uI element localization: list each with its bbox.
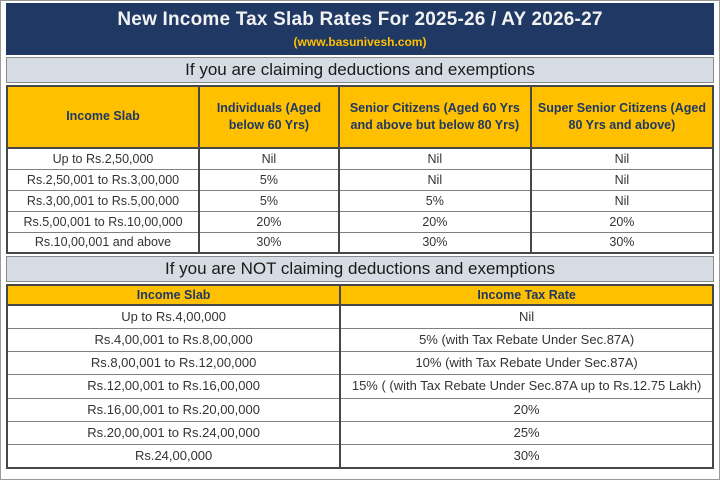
income-slab-cell: Rs.16,00,001 to Rs.20,00,000 — [7, 398, 340, 421]
section-heading-old-regime: If you are claiming deductions and exemptions — [6, 57, 714, 83]
table-row — [7, 329, 713, 352]
income-slab-cell: Rs.24,00,000 — [7, 444, 340, 468]
new-regime-table-body — [7, 305, 713, 468]
tax-rate-cell: 15% ( (with Tax Rebate Under Sec.87A up to Rs.12.75 Lakh) — [340, 375, 713, 398]
tax-rate-cell: 20% — [339, 211, 531, 232]
old-regime-table-header — [7, 86, 713, 148]
table-row — [7, 398, 713, 421]
tax-rate-cell: Nil — [339, 169, 531, 190]
column-header-income-tax-rate: Income Tax Rate — [340, 285, 713, 305]
income-slab-cell: Rs.2,50,001 to Rs.3,00,000 — [7, 169, 199, 190]
tax-rate-cell: Nil — [531, 190, 713, 211]
section-heading-new-regime: If you are NOT claiming deductions and exemptions — [6, 256, 714, 282]
page-title: New Income Tax Slab Rates For 2025-26 / AY 2026-27 — [117, 9, 603, 31]
old-regime-table-body — [7, 148, 713, 253]
column-header-income-slab: Income Slab — [7, 86, 199, 148]
income-slab-cell: Up to Rs.2,50,000 — [7, 148, 199, 169]
tax-rate-cell: 30% — [199, 232, 339, 253]
column-header-income-slab: Income Slab — [7, 285, 340, 305]
tax-rate-cell: Nil — [531, 169, 713, 190]
tax-rate-cell: 30% — [340, 444, 713, 468]
tax-rate-cell: 5% — [199, 169, 339, 190]
title-banner — [6, 3, 714, 55]
tax-rate-cell: Nil — [531, 148, 713, 169]
table-row — [7, 190, 713, 211]
tax-rate-cell: 20% — [531, 211, 713, 232]
income-slab-cell: Rs.5,00,001 to Rs.10,00,000 — [7, 211, 199, 232]
income-slab-cell: Rs.12,00,001 to Rs.16,00,000 — [7, 375, 340, 398]
table-row — [7, 352, 713, 375]
tax-rate-cell: 20% — [340, 398, 713, 421]
tax-rate-cell: 10% (with Tax Rebate Under Sec.87A) — [340, 352, 713, 375]
income-slab-cell: Up to Rs.4,00,000 — [7, 305, 340, 329]
table-row — [7, 232, 713, 253]
table-row — [7, 421, 713, 444]
income-slab-cell: Rs.10,00,001 and above — [7, 232, 199, 253]
tax-rate-cell: 5% — [199, 190, 339, 211]
table-row — [7, 211, 713, 232]
tax-slab-infographic — [6, 3, 714, 471]
tax-rate-cell: 5% — [339, 190, 531, 211]
income-slab-cell: Rs.3,00,001 to Rs.5,00,000 — [7, 190, 199, 211]
tax-rate-cell: 30% — [339, 232, 531, 253]
tax-rate-cell: 30% — [531, 232, 713, 253]
old-regime-table — [6, 85, 714, 254]
new-regime-table — [6, 284, 714, 469]
tax-rate-cell: Nil — [199, 148, 339, 169]
income-slab-cell: Rs.20,00,001 to Rs.24,00,000 — [7, 421, 340, 444]
column-header-super-senior-citizens: Super Senior Citizens (Aged 80 Yrs and above) — [531, 86, 713, 148]
new-regime-table-header — [7, 285, 713, 305]
income-slab-cell: Rs.4,00,001 to Rs.8,00,000 — [7, 329, 340, 352]
table-row — [7, 444, 713, 468]
income-slab-cell: Rs.8,00,001 to Rs.12,00,000 — [7, 352, 340, 375]
table-row — [7, 169, 713, 190]
tax-rate-cell: 25% — [340, 421, 713, 444]
tax-rate-cell: Nil — [340, 305, 713, 329]
column-header-individuals: Individuals (Aged below 60 Yrs) — [199, 86, 339, 148]
table-row — [7, 148, 713, 169]
tax-rate-cell: Nil — [339, 148, 531, 169]
table-row — [7, 375, 713, 398]
column-header-senior-citizens: Senior Citizens (Aged 60 Yrs and above but below 80 Yrs) — [339, 86, 531, 148]
header-row — [7, 86, 713, 148]
website-subtitle: (www.basunivesh.com) — [293, 34, 427, 49]
header-row — [7, 285, 713, 305]
table-row — [7, 305, 713, 329]
tax-rate-cell: 20% — [199, 211, 339, 232]
tax-rate-cell: 5% (with Tax Rebate Under Sec.87A) — [340, 329, 713, 352]
